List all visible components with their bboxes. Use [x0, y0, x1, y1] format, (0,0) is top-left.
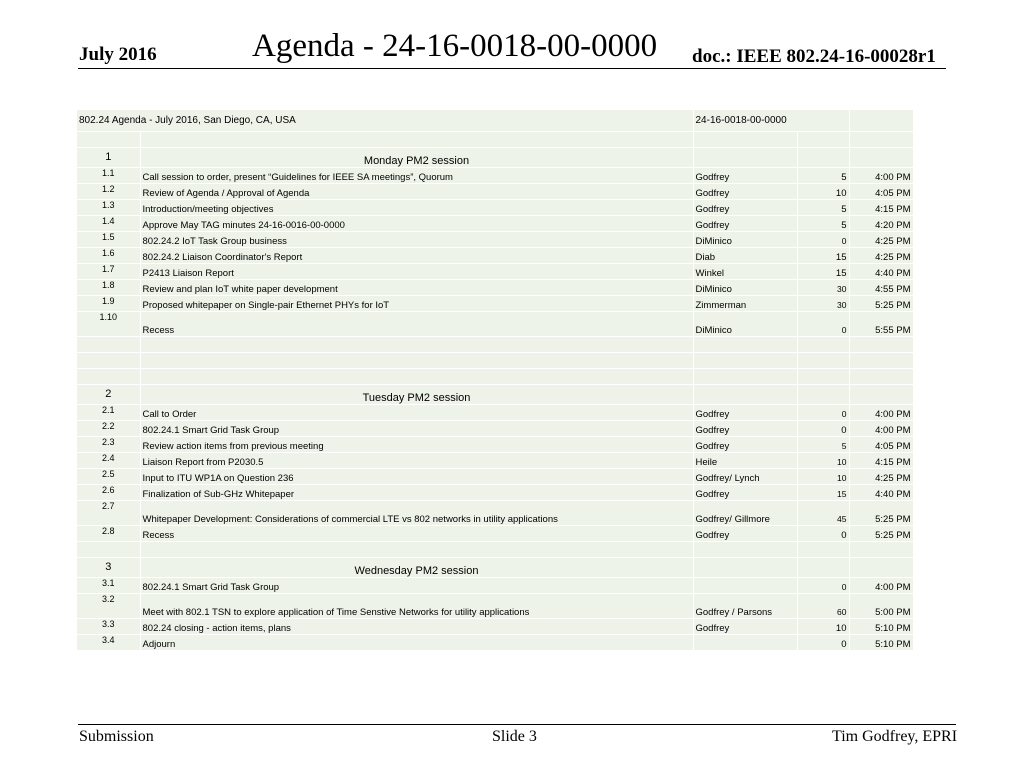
item-time: 4:40 PM	[849, 264, 913, 280]
agenda-item-row	[77, 312, 913, 337]
item-number: 2.8	[77, 526, 140, 542]
item-presenter: Godfrey	[693, 405, 797, 421]
agenda-item-row	[77, 578, 913, 594]
item-description: Recess	[140, 312, 693, 337]
item-time: 4:25 PM	[849, 232, 913, 248]
agenda-item-row	[77, 248, 913, 264]
session-title: Tuesday PM2 session	[140, 385, 693, 405]
item-number: 1.3	[77, 200, 140, 216]
item-presenter: Godfrey	[693, 421, 797, 437]
item-duration: 60	[797, 594, 849, 619]
item-time: 4:55 PM	[849, 280, 913, 296]
item-presenter: DiMinico	[693, 280, 797, 296]
session-header-wednesday	[77, 558, 913, 578]
item-time: 4:00 PM	[849, 168, 913, 184]
item-duration: 15	[797, 485, 849, 501]
item-time: 5:25 PM	[849, 526, 913, 542]
agenda-item-row	[77, 469, 913, 485]
item-duration: 10	[797, 469, 849, 485]
item-presenter	[693, 635, 797, 651]
item-number: 3.4	[77, 635, 140, 651]
agenda-item-row	[77, 437, 913, 453]
item-duration: 0	[797, 421, 849, 437]
item-description: 802.24.1 Smart Grid Task Group	[140, 421, 693, 437]
item-description: Finalization of Sub-GHz Whitepaper	[140, 485, 693, 501]
agenda-item-row	[77, 264, 913, 280]
item-description: 802.24.1 Smart Grid Task Group	[140, 578, 693, 594]
item-presenter: Heile	[693, 453, 797, 469]
session-header-monday	[77, 148, 913, 168]
agenda-item-row	[77, 405, 913, 421]
agenda-item-row	[77, 184, 913, 200]
blank-row	[77, 542, 913, 558]
footer-divider	[78, 724, 956, 725]
item-duration: 5	[797, 216, 849, 232]
item-time: 4:25 PM	[849, 469, 913, 485]
blank-row	[77, 353, 913, 369]
item-time: 5:00 PM	[849, 594, 913, 619]
item-description: Call to Order	[140, 405, 693, 421]
agenda-item-row	[77, 216, 913, 232]
header-divider	[78, 68, 946, 69]
item-time: 4:15 PM	[849, 200, 913, 216]
agenda-item-row	[77, 168, 913, 184]
item-presenter: Winkel	[693, 264, 797, 280]
session-number: 3	[77, 558, 140, 578]
agenda-item-row	[77, 485, 913, 501]
table-doc-number: 24-16-0018-00-0000	[693, 110, 849, 132]
agenda-table	[77, 110, 914, 651]
session-number: 2	[77, 385, 140, 405]
session-title: Wednesday PM2 session	[140, 558, 693, 578]
agenda-item-row	[77, 232, 913, 248]
agenda-item-row	[77, 526, 913, 542]
item-duration: 10	[797, 184, 849, 200]
item-time: 5:25 PM	[849, 296, 913, 312]
doc-number: doc.: IEEE 802.24-16-00028r1	[692, 46, 936, 67]
agenda-item-row	[77, 501, 913, 526]
item-number: 2.6	[77, 485, 140, 501]
item-number: 1.7	[77, 264, 140, 280]
item-presenter: Diab	[693, 248, 797, 264]
blank-row	[77, 337, 913, 353]
item-presenter: Godfrey	[693, 437, 797, 453]
item-number: 1.9	[77, 296, 140, 312]
item-time: 4:00 PM	[849, 421, 913, 437]
item-duration: 45	[797, 501, 849, 526]
agenda-item-row	[77, 421, 913, 437]
item-presenter: Zimmerman	[693, 296, 797, 312]
item-time: 5:25 PM	[849, 501, 913, 526]
item-presenter: Godfrey/ Gillmore	[693, 501, 797, 526]
item-number: 2.7	[77, 501, 140, 526]
item-presenter: Godfrey	[693, 200, 797, 216]
item-time: 4:05 PM	[849, 437, 913, 453]
session-title: Monday PM2 session	[140, 148, 693, 168]
item-number: 2.2	[77, 421, 140, 437]
item-number: 1.5	[77, 232, 140, 248]
item-description: Review action items from previous meeting	[140, 437, 693, 453]
footer-submission: Submission	[79, 728, 154, 745]
header-date: July 2016	[79, 44, 157, 65]
item-number: 3.2	[77, 594, 140, 619]
item-time: 4:20 PM	[849, 216, 913, 232]
slide-title: Agenda - 24-16-0018-00-0000	[252, 28, 658, 64]
item-presenter: DiMinico	[693, 312, 797, 337]
item-description: 802.24.2 Liaison Coordinator's Report	[140, 248, 693, 264]
footer-slide-number: Slide 3	[492, 728, 537, 745]
item-duration: 0	[797, 635, 849, 651]
item-duration: 30	[797, 296, 849, 312]
agenda-item-row	[77, 200, 913, 216]
agenda-item-row	[77, 635, 913, 651]
item-time: 4:40 PM	[849, 485, 913, 501]
item-description: Review and plan IoT white paper development	[140, 280, 693, 296]
item-presenter: Godfrey/ Lynch	[693, 469, 797, 485]
item-description: Liaison Report from P2030.5	[140, 453, 693, 469]
agenda-item-row	[77, 296, 913, 312]
item-description: Meet with 802.1 TSN to explore application of Time Senstive Networks for utility applications	[140, 594, 693, 619]
item-duration: 0	[797, 312, 849, 337]
item-number: 1.6	[77, 248, 140, 264]
blank-row	[77, 369, 913, 385]
table-title-row	[77, 110, 913, 132]
item-time: 5:10 PM	[849, 635, 913, 651]
session-header-tuesday	[77, 385, 913, 405]
item-duration: 5	[797, 168, 849, 184]
item-duration: 15	[797, 248, 849, 264]
item-time: 4:00 PM	[849, 578, 913, 594]
item-number: 1.4	[77, 216, 140, 232]
item-description: Adjourn	[140, 635, 693, 651]
session-number: 1	[77, 148, 140, 168]
agenda-item-row	[77, 280, 913, 296]
item-presenter: Godfrey	[693, 168, 797, 184]
item-number: 2.5	[77, 469, 140, 485]
item-number: 1.10	[77, 312, 140, 337]
item-duration: 10	[797, 619, 849, 635]
item-duration: 5	[797, 437, 849, 453]
item-time: 5:55 PM	[849, 312, 913, 337]
item-presenter: Godfrey	[693, 485, 797, 501]
item-time: 4:25 PM	[849, 248, 913, 264]
agenda-item-row	[77, 453, 913, 469]
item-description: 802.24.2 IoT Task Group business	[140, 232, 693, 248]
item-time: 4:00 PM	[849, 405, 913, 421]
item-presenter: DiMinico	[693, 232, 797, 248]
item-duration: 30	[797, 280, 849, 296]
item-duration: 15	[797, 264, 849, 280]
item-presenter	[693, 578, 797, 594]
agenda-item-row	[77, 619, 913, 635]
item-description: Proposed whitepaper on Single-pair Ethernet PHYs for IoT	[140, 296, 693, 312]
item-description: Whitepaper Development: Considerations of commercial LTE vs 802 networks in utility applications	[140, 501, 693, 526]
item-presenter: Godfrey	[693, 526, 797, 542]
item-number: 2.4	[77, 453, 140, 469]
item-presenter: Godfrey / Parsons	[693, 594, 797, 619]
item-duration: 5	[797, 200, 849, 216]
item-description: P2413 Liaison Report	[140, 264, 693, 280]
item-description: Input to ITU WP1A on Question 236	[140, 469, 693, 485]
blank-row	[77, 132, 913, 148]
item-time: 4:05 PM	[849, 184, 913, 200]
item-number: 1.1	[77, 168, 140, 184]
footer-author: Tim Godfrey, EPRI	[832, 728, 958, 745]
item-presenter: Godfrey	[693, 184, 797, 200]
item-duration: 0	[797, 405, 849, 421]
item-number: 2.1	[77, 405, 140, 421]
item-description: Review of Agenda / Approval of Agenda	[140, 184, 693, 200]
item-number: 3.1	[77, 578, 140, 594]
item-time: 4:15 PM	[849, 453, 913, 469]
item-duration: 0	[797, 526, 849, 542]
item-description: Introduction/meeting objectives	[140, 200, 693, 216]
item-duration: 10	[797, 453, 849, 469]
item-description: 802.24 closing - action items, plans	[140, 619, 693, 635]
item-number: 1.2	[77, 184, 140, 200]
item-description: Call session to order, present “Guidelines for IEEE SA meetings”, Quorum	[140, 168, 693, 184]
item-presenter: Godfrey	[693, 619, 797, 635]
item-presenter: Godfrey	[693, 216, 797, 232]
item-description: Recess	[140, 526, 693, 542]
item-duration: 0	[797, 232, 849, 248]
table-title: 802.24 Agenda - July 2016, San Diego, CA, USA	[77, 110, 693, 132]
item-number: 1.8	[77, 280, 140, 296]
item-description: Approve May TAG minutes 24-16-0016-00-0000	[140, 216, 693, 232]
item-time: 5:10 PM	[849, 619, 913, 635]
agenda-item-row	[77, 594, 913, 619]
item-duration: 0	[797, 578, 849, 594]
item-number: 2.3	[77, 437, 140, 453]
item-number: 3.3	[77, 619, 140, 635]
